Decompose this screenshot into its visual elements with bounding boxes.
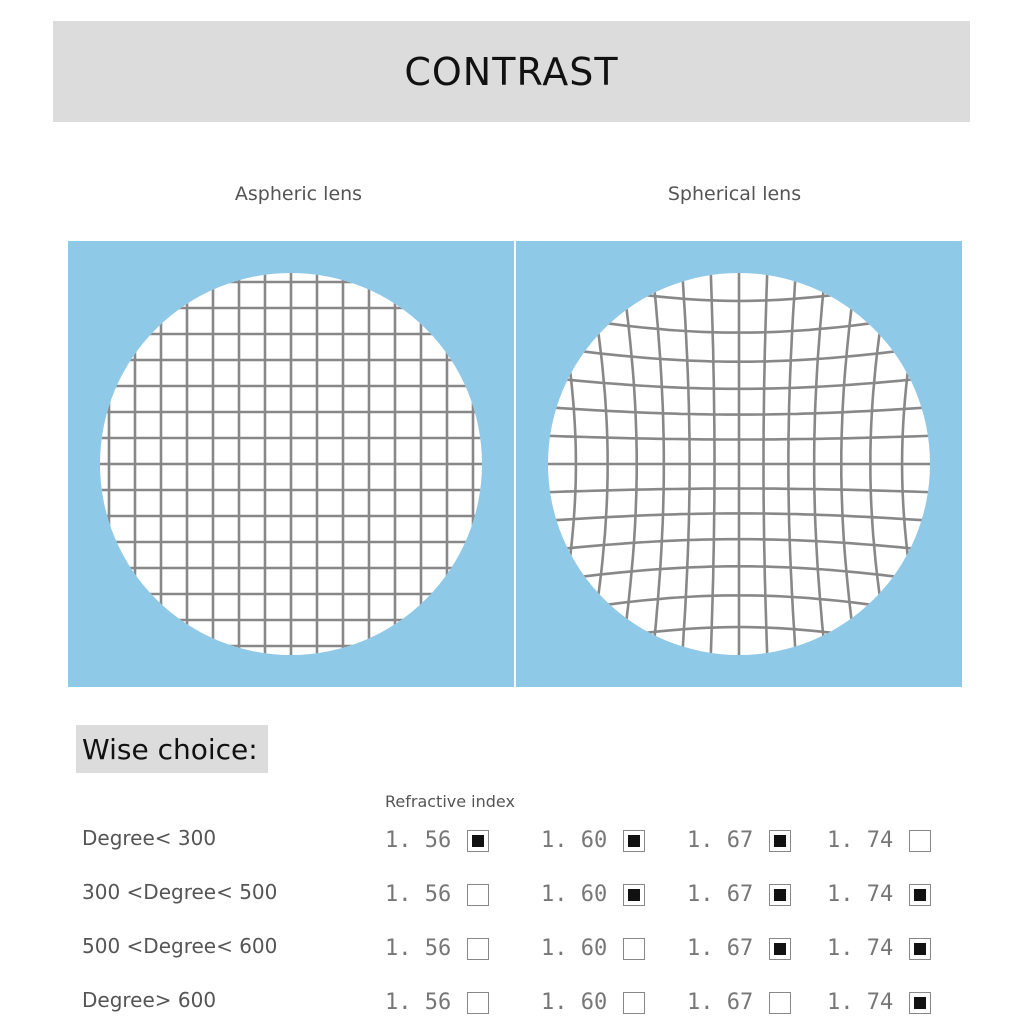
unchecked-checkbox[interactable] (909, 830, 931, 852)
refractive-index-option (541, 990, 645, 1015)
refractive-index-value: 1. 56 (385, 990, 452, 1015)
grid-line-horizontal (516, 662, 962, 687)
refractive-index-option (687, 828, 791, 853)
contrast-header (53, 21, 970, 122)
checkbox-mark (628, 835, 640, 847)
refractive-index-value: 1. 74 (827, 936, 894, 961)
refractive-index-option (541, 882, 645, 907)
degree-row-label: 300 <Degree< 500 (82, 880, 278, 904)
aspheric-lens-image (68, 241, 514, 687)
unchecked-checkbox[interactable] (623, 992, 645, 1014)
checked-checkbox[interactable] (467, 830, 489, 852)
refractive-index-option (827, 936, 931, 961)
spherical-lens-label: Spherical lens (667, 183, 802, 205)
refractive-index-value: 1. 56 (385, 936, 452, 961)
checked-checkbox[interactable] (769, 884, 791, 906)
refractive-index-value: 1. 60 (541, 882, 608, 907)
checked-checkbox[interactable] (623, 830, 645, 852)
degree-row-label: 500 <Degree< 600 (82, 934, 278, 958)
checked-checkbox[interactable] (909, 938, 931, 960)
refractive-index-option (687, 990, 791, 1015)
refractive-index-option (827, 990, 931, 1015)
checked-checkbox[interactable] (623, 884, 645, 906)
degree-row-label: Degree< 300 (82, 826, 217, 850)
refractive-index-value: 1. 60 (541, 828, 608, 853)
checkbox-mark (914, 997, 926, 1009)
refractive-index-option (827, 828, 931, 853)
refractive-index-option (541, 936, 645, 961)
refractive-index-option (385, 882, 489, 907)
checked-checkbox[interactable] (909, 884, 931, 906)
refractive-index-value: 1. 74 (827, 882, 894, 907)
aspheric-grid-illustration (68, 241, 514, 687)
unchecked-checkbox[interactable] (467, 884, 489, 906)
checkbox-mark (774, 943, 786, 955)
refractive-index-value: 1. 67 (687, 828, 754, 853)
refractive-index-option (827, 882, 931, 907)
refractive-index-value: 1. 67 (687, 882, 754, 907)
refractive-index-value: 1. 60 (541, 936, 608, 961)
refractive-index-label: Refractive index (385, 792, 515, 811)
page-title: CONTRAST (404, 49, 619, 94)
spherical-lens-image (516, 241, 962, 687)
checkbox-mark (914, 889, 926, 901)
refractive-index-value: 1. 74 (827, 828, 894, 853)
checkbox-mark (774, 835, 786, 847)
grid-line-horizontal (516, 241, 962, 266)
aspheric-lens-label: Aspheric lens (234, 183, 363, 205)
unchecked-checkbox[interactable] (467, 992, 489, 1014)
refractive-index-value: 1. 67 (687, 936, 754, 961)
refractive-index-value: 1. 56 (385, 828, 452, 853)
refractive-index-option (385, 990, 489, 1015)
checkbox-mark (774, 889, 786, 901)
spherical-grid-illustration (516, 241, 962, 687)
refractive-index-option (385, 828, 489, 853)
refractive-index-option (687, 882, 791, 907)
refractive-index-value: 1. 74 (827, 990, 894, 1015)
checkbox-mark (914, 943, 926, 955)
refractive-index-option (687, 936, 791, 961)
wise-choice-heading: Wise choice: (76, 725, 268, 773)
unchecked-checkbox[interactable] (467, 938, 489, 960)
refractive-index-value: 1. 56 (385, 882, 452, 907)
grid-line-vertical (937, 241, 962, 687)
checked-checkbox[interactable] (909, 992, 931, 1014)
unchecked-checkbox[interactable] (623, 938, 645, 960)
refractive-index-value: 1. 67 (687, 990, 754, 1015)
checked-checkbox[interactable] (769, 830, 791, 852)
checked-checkbox[interactable] (769, 938, 791, 960)
grid-line-vertical (516, 241, 541, 687)
refractive-index-value: 1. 60 (541, 990, 608, 1015)
unchecked-checkbox[interactable] (769, 992, 791, 1014)
checkbox-mark (472, 835, 484, 847)
degree-row-label: Degree> 600 (82, 988, 217, 1012)
refractive-index-option (541, 828, 645, 853)
refractive-index-option (385, 936, 489, 961)
checkbox-mark (628, 889, 640, 901)
